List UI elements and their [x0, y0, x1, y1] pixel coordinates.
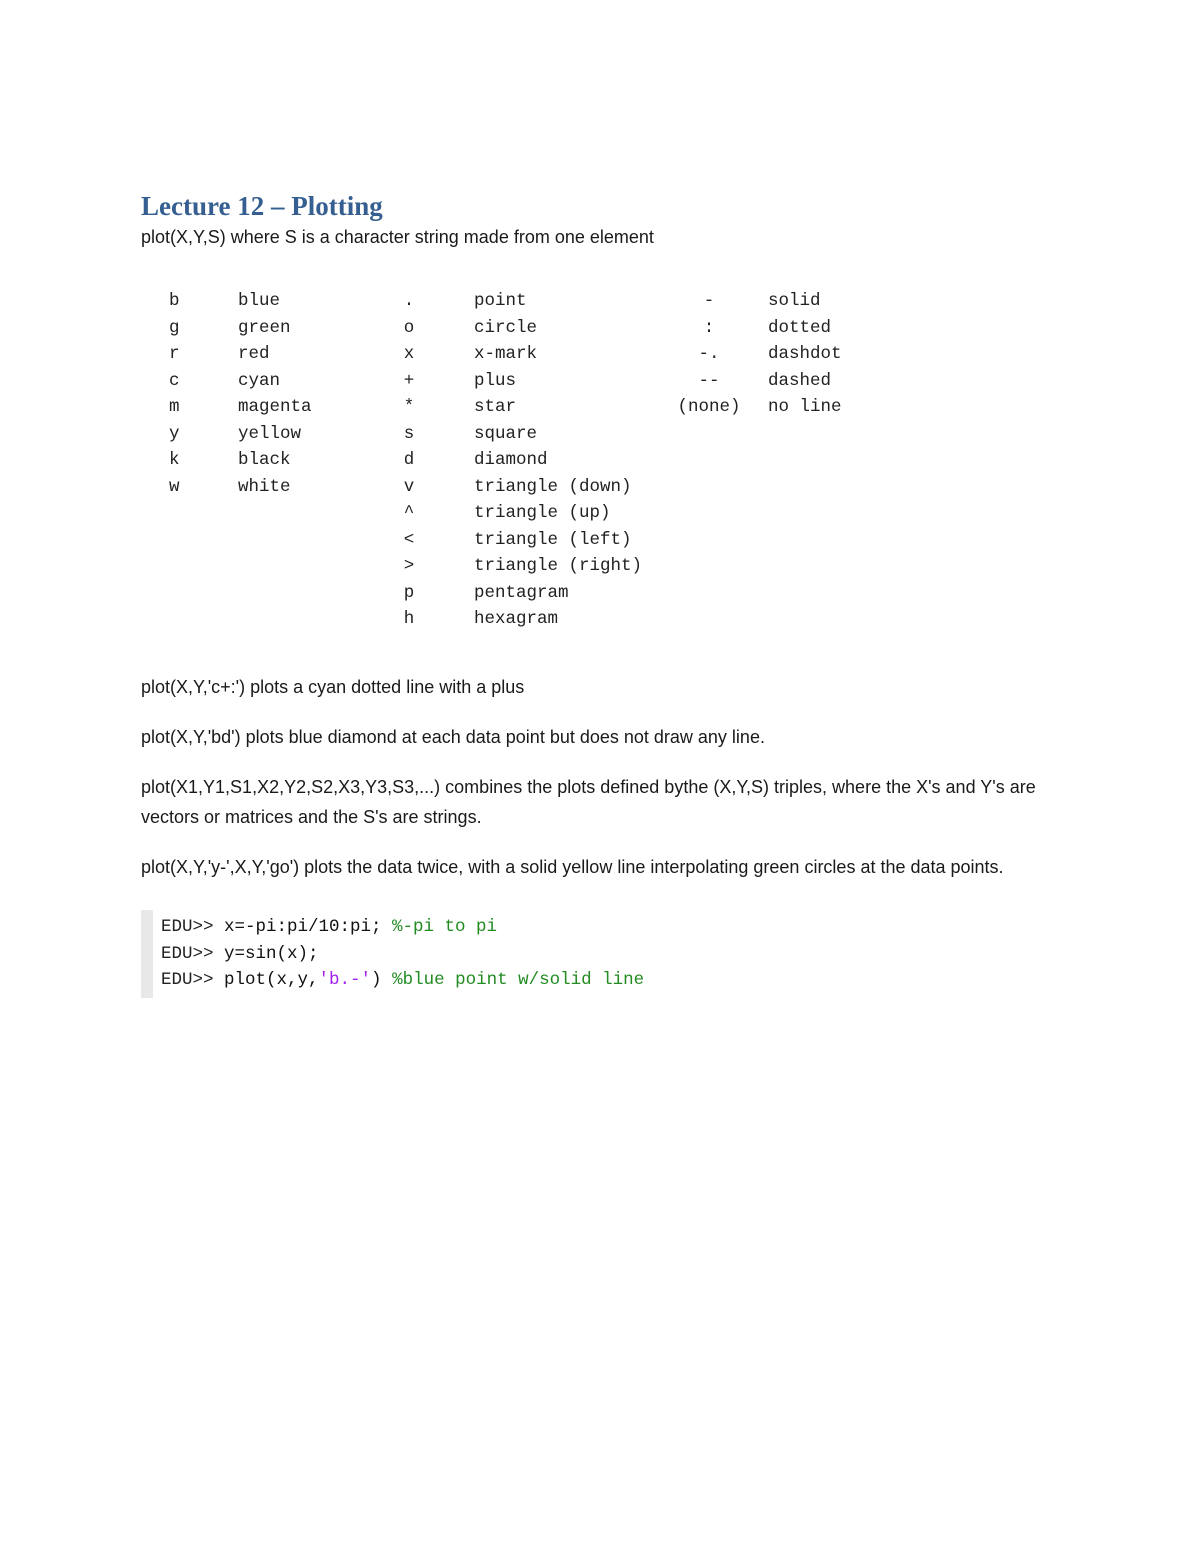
marker-code: > [403, 556, 415, 576]
marker-name: triangle (left) [474, 529, 632, 550]
page-subtitle: plot(X,Y,S) where S is a character string made from one element [141, 227, 654, 247]
color-code: w [169, 476, 180, 497]
marker-code: h [403, 609, 415, 629]
color-name-column [238, 288, 312, 500]
marker-name: circle [474, 317, 538, 338]
marker-code: d [403, 450, 415, 470]
paragraph: plot(X1,Y1,S1,X2,Y2,S2,X3,Y3,S3,...) combines the plots defined bythe (X,Y,S) triples, where the X's and Y's are vectors or matrices and the S's are strings. [141, 777, 1036, 827]
color-name: green [238, 317, 291, 338]
color-name: white [238, 476, 291, 497]
color-name: cyan [238, 370, 281, 391]
code-string: 'b.-' [318, 970, 372, 990]
line-name: dotted [768, 317, 832, 338]
marker-name: triangle (up) [474, 503, 611, 523]
code-block [141, 910, 741, 998]
code-line [161, 967, 741, 994]
marker-name: square [474, 423, 538, 444]
line-code: : [703, 317, 715, 338]
code-comment: %-pi to pi [392, 917, 498, 937]
code-command: x=-pi:pi/10:pi; [224, 917, 393, 937]
code-command: plot(x,y, [224, 970, 319, 990]
marker-code: < [403, 529, 415, 550]
line-name-column [768, 288, 842, 421]
color-code: g [169, 317, 180, 338]
line-code: -. [698, 344, 720, 364]
code-prompt: EDU>> [161, 970, 225, 990]
paragraph: plot(X,Y,'bd') plots blue diamond at each data point but does not draw any line. [141, 727, 765, 747]
color-name: magenta [238, 397, 312, 417]
marker-code: s [403, 423, 415, 444]
color-code-column [169, 288, 180, 500]
marker-name: triangle (right) [474, 556, 643, 576]
line-code: - [703, 291, 715, 311]
marker-code: ^ [403, 503, 415, 523]
code-command-tail: ) [371, 970, 393, 990]
color-code: r [169, 344, 180, 364]
marker-name: x-mark [474, 344, 538, 364]
marker-name: point [474, 291, 527, 311]
paragraph: plot(X,Y,'c+:') plots a cyan dotted line with a plus [141, 677, 525, 697]
color-code: k [169, 450, 180, 470]
code-comment: %blue point w/solid line [392, 970, 645, 990]
line-name: solid [768, 291, 821, 311]
marker-code: p [403, 582, 415, 603]
marker-code: v [403, 476, 415, 497]
paragraph: plot(X,Y,'y-',X,Y,'go') plots the data twice, with a solid yellow line interpolating green circles at the data points. [141, 857, 1004, 877]
marker-code: o [403, 317, 415, 338]
line-code-column [677, 288, 741, 421]
marker-code: + [403, 370, 415, 391]
code-prompt: EDU>> [161, 917, 225, 937]
line-name: dashed [768, 370, 832, 391]
marker-code: x [403, 344, 415, 364]
marker-name: triangle (down) [474, 476, 632, 497]
linespec-table [141, 288, 1071, 648]
marker-code: . [403, 291, 415, 311]
marker-name: pentagram [474, 582, 569, 603]
code-line [161, 914, 741, 941]
marker-code-column [403, 288, 415, 633]
line-code: (none) [677, 397, 741, 417]
color-name: yellow [238, 423, 302, 444]
color-code: m [169, 397, 180, 417]
color-name: red [238, 344, 270, 364]
explanation-paragraphs [141, 672, 1071, 882]
page-title: Lecture 12 – Plotting [141, 191, 383, 221]
color-code: y [169, 423, 180, 444]
marker-name: star [474, 397, 517, 417]
marker-name: hexagram [474, 609, 559, 629]
color-name: black [238, 450, 291, 470]
marker-name: plus [474, 370, 517, 391]
document-page [141, 188, 1071, 998]
marker-name: diamond [474, 450, 548, 470]
code-command: y=sin(x); [224, 943, 319, 964]
line-name: no line [768, 397, 842, 417]
line-name: dashdot [768, 344, 842, 364]
color-name: blue [238, 291, 281, 311]
color-code: c [169, 370, 180, 391]
code-prompt: EDU>> [161, 943, 225, 964]
marker-code: * [403, 397, 415, 417]
code-line [161, 941, 741, 968]
marker-name-column [474, 288, 642, 633]
color-code: b [169, 291, 180, 311]
line-code: -- [698, 370, 720, 391]
